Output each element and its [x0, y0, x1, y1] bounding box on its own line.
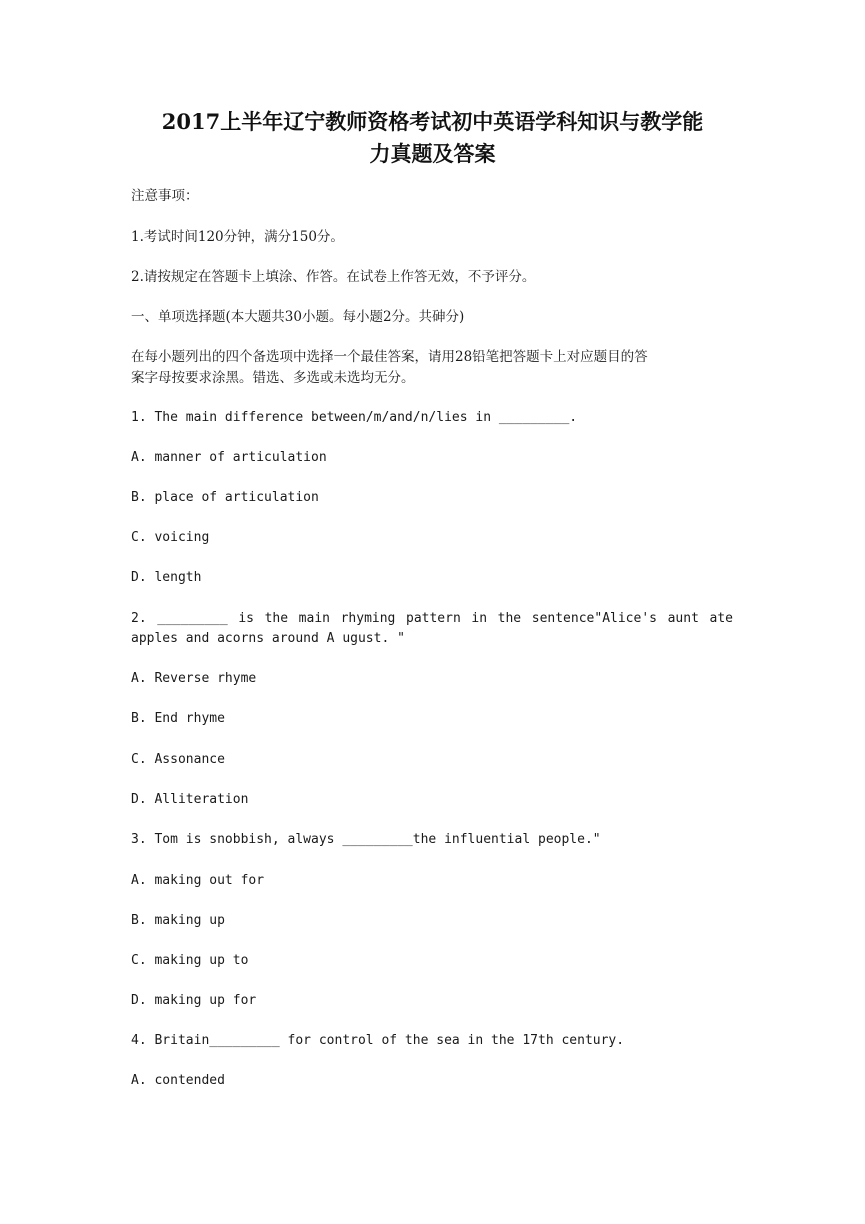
- document-title-line-1: 2017上半年辽宁教师资格考试初中英语学科知识与教学能: [161, 109, 704, 134]
- question-3-option-c: C. making up to: [131, 953, 249, 968]
- question-3-option-d: D. making up for: [131, 993, 257, 1008]
- section-heading: 一、单项选择题(本大题共30小题。每小题2分。共砷分): [131, 309, 465, 325]
- question-2-option-d: D. Alliteration: [131, 792, 249, 807]
- notice-heading: 注意事项：: [131, 188, 199, 204]
- document-title-line-2: 力真题及答案: [369, 141, 496, 166]
- question-3-option-a: A. making out for: [131, 873, 265, 888]
- question-2-stem-line-1: 2. _________ is the main rhyming pattern in the sentence"Alice's aunt ate: [131, 611, 733, 626]
- section-instruction-line-2: 案字母按要求涂黑。错选、多选或未选均无分。: [131, 370, 415, 386]
- question-3-option-b: B. making up: [131, 913, 225, 928]
- question-3-stem: 3. Tom is snobbish, always _________the influential people.": [131, 832, 601, 847]
- question-1-stem: 1. The main difference between/m/and/n/lies in _________.: [131, 410, 578, 425]
- question-2-option-c: C. Assonance: [131, 752, 225, 767]
- question-2-option-a: A. Reverse rhyme: [131, 671, 257, 686]
- question-4-option-a: A. contended: [131, 1073, 225, 1088]
- question-2-option-b: B. End rhyme: [131, 711, 225, 726]
- notice-item-2: 2.请按规定在答题卡上填涂、作答。在试卷上作答无效，不予评分。: [131, 269, 536, 285]
- question-4-stem: 4. Britain_________ for control of the sea in the 17th century.: [131, 1033, 625, 1048]
- question-1-option-a: A. manner of articulation: [131, 450, 327, 465]
- question-1-option-c: C. voicing: [131, 530, 210, 545]
- notice-item-1: 1.考试时间120分钟，满分150分。: [131, 229, 344, 245]
- question-1-option-b: B. place of articulation: [131, 490, 319, 505]
- section-instruction-line-1: 在每小题列出的四个备选项中选择一个最佳答案，请用28铅笔把答题卡上对应题目的答: [131, 349, 648, 365]
- question-1-option-d: D. length: [131, 570, 202, 585]
- question-2-stem-line-2: apples and acorns around A ugust. ": [131, 631, 405, 646]
